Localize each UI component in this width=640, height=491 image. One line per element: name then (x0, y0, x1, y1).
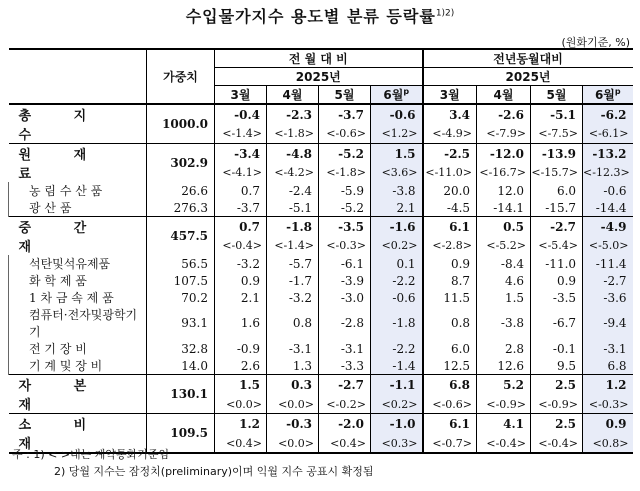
mom-value: -3.1 (267, 340, 319, 357)
mom-value: -3.7 (319, 104, 371, 125)
contract-currency-value: <-0.4> (531, 434, 583, 453)
mom-value: -0.9 (215, 340, 267, 357)
table-row-sub (9, 182, 633, 199)
yoy-month-header: 5월 (531, 86, 583, 105)
yoy-value: 20.0 (423, 182, 477, 199)
mom-value: 1.6 (215, 306, 267, 340)
weight-cell: 457.5 (147, 217, 215, 256)
yoy-value: -9.4 (583, 306, 633, 340)
contract-currency-value: <0.2> (371, 395, 423, 413)
yoy-value: 5.2 (477, 375, 531, 396)
mom-value: 0.7 (215, 182, 267, 199)
contract-currency-value: <-0.7> (423, 434, 477, 453)
mom-value: 2.1 (215, 289, 267, 306)
mom-value: -1.7 (267, 272, 319, 289)
contract-currency-value: <-5.0> (583, 237, 633, 255)
contract-currency-value: <-7.5> (531, 125, 583, 144)
yoy-value: -13.2 (583, 144, 633, 164)
yoy-value: 1.5 (477, 289, 531, 306)
mom-value: -2.4 (267, 182, 319, 199)
yoy-value: -4.5 (423, 199, 477, 217)
footnote: 2) 당월 지수는 잠정치(preliminary)이며 익월 지수 공표시 확정됨 (54, 465, 374, 478)
mom-value: -1.4 (371, 357, 423, 375)
yoy-value: 12.5 (423, 357, 477, 375)
weight-cell: 26.6 (147, 182, 215, 199)
mom-value: -3.2 (267, 289, 319, 306)
contract-currency-value: <-0.9> (477, 395, 531, 413)
mom-value: -5.2 (319, 199, 371, 217)
mom-value: -3.3 (319, 357, 371, 375)
row-label: 자 본 재 (9, 375, 147, 414)
table-title: 수입물가지수 용도별 분류 등락률$^{1)2)}$ (185, 7, 455, 26)
footnotes (12, 446, 374, 480)
yoy-value: -0.1 (531, 340, 583, 357)
weight-cell: 276.3 (147, 199, 215, 217)
mom-value: -2.3 (267, 104, 319, 125)
contract-currency-value: <-1.4> (267, 237, 319, 255)
mom-value: -1.0 (371, 414, 423, 435)
weight-cell: 130.1 (147, 375, 215, 414)
contract-currency-value: <-5.4> (531, 237, 583, 255)
yoy-year: 2025년 (423, 68, 633, 86)
contract-currency-value: <-6.1> (583, 125, 633, 144)
mom-value: -3.2 (215, 255, 267, 272)
contract-currency-value: <-5.2> (477, 237, 531, 255)
mom-value: -5.7 (267, 255, 319, 272)
contract-currency-value: <-2.8> (423, 237, 477, 255)
contract-currency-value: <-0.6> (319, 125, 371, 144)
contract-currency-value: <-0.4> (215, 237, 267, 255)
yoy-value: 1.2 (583, 375, 633, 396)
yoy-value: -5.1 (531, 104, 583, 125)
yoy-value: 12.6 (477, 357, 531, 375)
yoy-value: 3.4 (423, 104, 477, 125)
yoy-value: 2.5 (531, 414, 583, 435)
contract-currency-value: <-4.2> (267, 164, 319, 182)
contract-currency-value: <-1.8> (267, 125, 319, 144)
mom-month-header: 5월 (319, 86, 371, 105)
row-label: 화 학 제 품 (9, 272, 147, 289)
mom-value: -3.8 (371, 182, 423, 199)
mom-value: 1.5 (215, 375, 267, 396)
table-row-main (9, 144, 633, 164)
mom-month-header: 3월 (215, 86, 267, 105)
mom-value: -1.1 (371, 375, 423, 396)
table-row-sub (9, 289, 633, 306)
weight-cell: 107.5 (147, 272, 215, 289)
mom-value: 0.7 (215, 217, 267, 237)
mom-value: -2.7 (319, 375, 371, 396)
contract-currency-value: <-0.4> (477, 434, 531, 453)
yoy-value: -12.0 (477, 144, 531, 164)
mom-value: -0.6 (371, 289, 423, 306)
yoy-value: 0.9 (531, 272, 583, 289)
yoy-value: 0.9 (583, 414, 633, 435)
yoy-value: -2.5 (423, 144, 477, 164)
yoy-value: 0.8 (423, 306, 477, 340)
yoy-value: 2.8 (477, 340, 531, 357)
contract-currency-value: <-1.8> (319, 164, 371, 182)
mom-value: -0.6 (371, 104, 423, 125)
contract-currency-value: <0.3> (371, 434, 423, 453)
mom-month-header: 6월$^p$ (371, 86, 423, 105)
mom-value: -3.1 (319, 340, 371, 357)
contract-currency-value: <-0.3> (583, 395, 633, 413)
contract-currency-value: <-16.7> (477, 164, 531, 182)
row-label: 총 지 수 (9, 104, 147, 144)
contract-currency-value: <-7.9> (477, 125, 531, 144)
yoy-value: 0.5 (477, 217, 531, 237)
yoy-value: 11.5 (423, 289, 477, 306)
yoy-value: 9.5 (531, 357, 583, 375)
table-row-sub (9, 306, 633, 340)
mom-value: 1.5 (371, 144, 423, 164)
yoy-value: -4.9 (583, 217, 633, 237)
weight-header: 가중치 (147, 49, 215, 104)
yoy-value: -6.2 (583, 104, 633, 125)
yoy-value: -0.6 (583, 182, 633, 199)
table-row-main (9, 375, 633, 396)
yoy-value: -15.7 (531, 199, 583, 217)
mom-value: 2.6 (215, 357, 267, 375)
row-label: 광 산 품 (9, 199, 147, 217)
contract-currency-value: <-0.6> (423, 395, 477, 413)
mom-value: 0.9 (215, 272, 267, 289)
contract-currency-value: <0.0> (267, 434, 319, 453)
contract-currency-value: <0.4> (319, 434, 371, 453)
table-row-main (9, 217, 633, 237)
contract-currency-value: <-0.2> (319, 395, 371, 413)
table-row-sub (9, 340, 633, 357)
yoy-value: -11.0 (531, 255, 583, 272)
weight-cell: 109.5 (147, 414, 215, 454)
yoy-value: -11.4 (583, 255, 633, 272)
contract-currency-value: <0.0> (267, 395, 319, 413)
mom-value: -1.8 (371, 306, 423, 340)
row-label: 원 재 료 (9, 144, 147, 183)
contract-currency-value: <-15.7> (531, 164, 583, 182)
row-label: 기 계 및 장 비 (9, 357, 147, 375)
yoy-value: 6.0 (531, 182, 583, 199)
table-row-sub (9, 357, 633, 375)
contract-currency-value: <0.2> (371, 237, 423, 255)
row-label: 컴퓨터·전자및광학기기 (9, 306, 147, 340)
mom-value: -2.2 (371, 340, 423, 357)
unit-note: (원화기준, %) (561, 36, 630, 49)
row-label: 중 간 재 (9, 217, 147, 256)
mom-value: -3.4 (215, 144, 267, 164)
mom-value: -2.2 (371, 272, 423, 289)
yoy-value: -14.4 (583, 199, 633, 217)
mom-value: -4.8 (267, 144, 319, 164)
mom-value: 0.3 (267, 375, 319, 396)
yoy-value: -6.7 (531, 306, 583, 340)
mom-value: 0.8 (267, 306, 319, 340)
table-row-sub (9, 255, 633, 272)
mom-value: -5.1 (267, 199, 319, 217)
contract-currency-value: <-4.9> (423, 125, 477, 144)
yoy-value: 6.1 (423, 217, 477, 237)
yoy-value: -14.1 (477, 199, 531, 217)
weight-cell: 14.0 (147, 357, 215, 375)
contract-currency-value: <-12.3> (583, 164, 633, 182)
contract-currency-value: <-1.4> (215, 125, 267, 144)
contract-currency-value: <-0.9> (531, 395, 583, 413)
row-label: 1 차 금 속 제 품 (9, 289, 147, 306)
yoy-value: 8.7 (423, 272, 477, 289)
yoy-value: 12.0 (477, 182, 531, 199)
yoy-value: -3.1 (583, 340, 633, 357)
mom-value: -0.3 (267, 414, 319, 435)
row-label: 농 림 수 산 품 (9, 182, 147, 199)
yoy-value: -3.5 (531, 289, 583, 306)
contract-currency-value: <1.2> (371, 125, 423, 144)
mom-value: -3.5 (319, 217, 371, 237)
mom-value: -3.9 (319, 272, 371, 289)
yoy-value: 6.8 (583, 357, 633, 375)
contract-currency-value: <0.0> (215, 395, 267, 413)
row-label: 석탄및석유제품 (9, 255, 147, 272)
contract-currency-value: <3.6> (371, 164, 423, 182)
contract-currency-value: <-11.0> (423, 164, 477, 182)
mom-header: 전 월 대 비 (215, 49, 423, 68)
mom-value: -3.7 (215, 199, 267, 217)
mom-value: 1.2 (215, 414, 267, 435)
mom-value: 0.1 (371, 255, 423, 272)
mom-value: 2.1 (371, 199, 423, 217)
yoy-value: 6.1 (423, 414, 477, 435)
mom-month-header: 4월 (267, 86, 319, 105)
data-table (8, 48, 633, 454)
contract-currency-value: <-0.3> (319, 237, 371, 255)
yoy-value: 6.8 (423, 375, 477, 396)
yoy-month-header: 4월 (477, 86, 531, 105)
weight-cell: 70.2 (147, 289, 215, 306)
yoy-value: 4.6 (477, 272, 531, 289)
corner-cell (9, 49, 147, 104)
yoy-header: 전년동월대비 (423, 49, 633, 68)
yoy-value: -3.8 (477, 306, 531, 340)
yoy-value: 4.1 (477, 414, 531, 435)
yoy-value: -2.7 (531, 217, 583, 237)
contract-currency-value: <-4.1> (215, 164, 267, 182)
weight-cell: 93.1 (147, 306, 215, 340)
yoy-month-header: 3월 (423, 86, 477, 105)
table-row-sub (9, 199, 633, 217)
footnote: 주 : 1) < >내는 계약통화기준임 (12, 448, 170, 461)
contract-currency-value: <0.8> (583, 434, 633, 453)
mom-value: -1.6 (371, 217, 423, 237)
yoy-value: 2.5 (531, 375, 583, 396)
row-label: 소 비 재 (9, 414, 147, 454)
contract-currency-value: <0.4> (215, 434, 267, 453)
mom-value: -0.4 (215, 104, 267, 125)
mom-value: -3.0 (319, 289, 371, 306)
weight-cell: 32.8 (147, 340, 215, 357)
mom-value: -6.1 (319, 255, 371, 272)
mom-value: -2.8 (319, 306, 371, 340)
table-row-main (9, 414, 633, 435)
yoy-value: -2.6 (477, 104, 531, 125)
mom-year: 2025년 (215, 68, 423, 86)
yoy-value: -8.4 (477, 255, 531, 272)
yoy-value: -3.6 (583, 289, 633, 306)
yoy-value: -13.9 (531, 144, 583, 164)
yoy-value: 6.0 (423, 340, 477, 357)
weight-cell: 56.5 (147, 255, 215, 272)
table-row-sub (9, 272, 633, 289)
yoy-value: 0.9 (423, 255, 477, 272)
mom-value: -5.9 (319, 182, 371, 199)
mom-value: -2.0 (319, 414, 371, 435)
weight-cell: 302.9 (147, 144, 215, 183)
mom-value: -5.2 (319, 144, 371, 164)
yoy-value: -2.7 (583, 272, 633, 289)
row-label: 전 기 장 비 (9, 340, 147, 357)
weight-cell: 1000.0 (147, 104, 215, 144)
mom-value: 1.3 (267, 357, 319, 375)
table-row-main (9, 104, 633, 125)
mom-value: -1.8 (267, 217, 319, 237)
yoy-month-header: 6월$^p$ (583, 86, 633, 105)
